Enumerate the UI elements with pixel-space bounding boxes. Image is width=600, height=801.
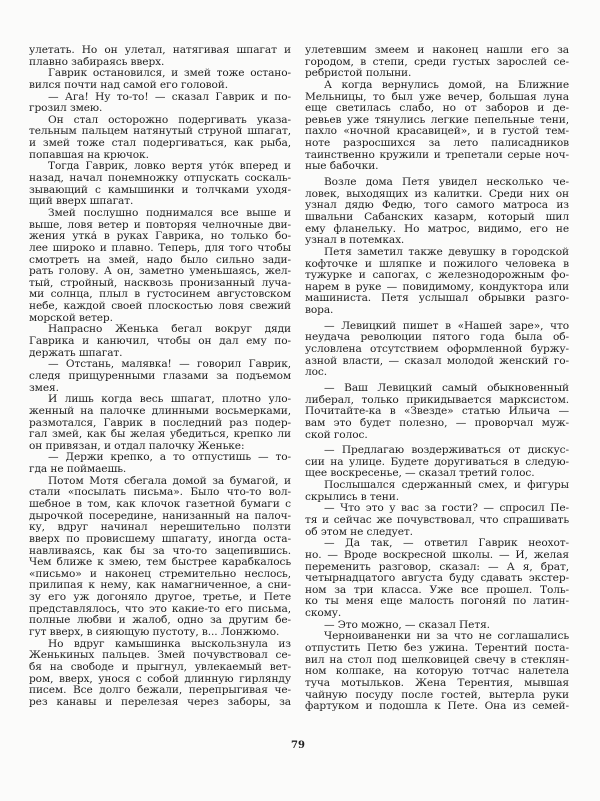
- text-line: морской ветер.: [29, 312, 113, 324]
- text-line: жения утка́ в руках Гаврика, но только бо-: [29, 231, 291, 243]
- text-line: ребристой полыни.: [305, 68, 412, 80]
- text-line: щий вверх шпагат.: [29, 196, 134, 208]
- text-line: неудача революции пятого года была об-: [305, 332, 569, 344]
- text-line: ном колпаке, на которую тотчас налетела: [305, 666, 569, 678]
- text-line: шебное в том, как клочок газетной бумаги с: [29, 498, 291, 510]
- right-text-column: [305, 45, 569, 713]
- text-line: тя и сейчас же почувствовал, что спрашивать: [305, 514, 569, 526]
- paragraph: [29, 476, 291, 639]
- text-line: Напрасно Женька бегал вокруг дяди: [48, 324, 291, 336]
- text-line: представлялось, что это какие-то его письма,: [29, 603, 291, 615]
- text-line: Мельницы, то был уже вечер, большая луна: [305, 91, 569, 103]
- text-line: держать шпагат.: [29, 347, 123, 359]
- text-line: — Отстань, малявка! — говорил Гаврик,: [48, 359, 291, 371]
- text-line: рез канавы и перелезая через заборы, за: [29, 696, 291, 708]
- text-line: рать голову. А он, заметно уменьшаясь, жел-: [29, 266, 291, 278]
- text-line: вам это будет полезно, — проворчал муж-: [305, 417, 569, 429]
- text-line: — Ваш Левицкий самый обыкновенный: [324, 382, 569, 394]
- text-line: — Ага! Ну то-то! — сказал Гаврик и по-: [48, 91, 291, 103]
- text-line: Петя заметил также девушку в городской: [324, 246, 569, 258]
- text-line: «письмо» и наконец стремительно неслось,: [29, 568, 291, 580]
- text-line: швальни Сабанских казарм, который шил: [305, 211, 569, 223]
- text-line: гда не поймаешь.: [29, 464, 127, 476]
- text-line: стали «посылать письма». Было что-то вол-: [29, 487, 291, 499]
- text-line: об этом не следует.: [305, 526, 413, 538]
- text-line: попавшая на крючок.: [29, 149, 149, 161]
- text-line: прилипая к нему, как намагниченное, а сни-: [29, 580, 291, 592]
- text-line: бя на свободе и прыгнул, увлекаемый вет-: [29, 661, 291, 673]
- text-line: ном за три класса. Уже все прошел. Толь-: [305, 584, 569, 596]
- text-line: — Предлагаю воздерживаться от дискус-: [324, 445, 569, 457]
- text-line: кофточке и шляпке и пожилого человека в: [305, 258, 569, 270]
- text-line: Змей послушно поднимался все выше и: [48, 207, 291, 219]
- paragraph: [305, 445, 569, 480]
- text-line: вил на стол под шелковицей свечу в стеклян-: [305, 654, 569, 666]
- text-line: нарем в руке — повидимому, кондуктора или: [305, 281, 569, 293]
- text-line: Послышался сдержанный смех, и фигуры: [324, 480, 569, 492]
- paragraph: [305, 177, 569, 247]
- text-line: И лишь когда весь шпагат, плотно уло-: [48, 394, 291, 406]
- text-line: Потом Мотя сбегала домой за бумагой, и: [48, 475, 291, 487]
- text-line: городом, в степи, среди густых зарослей се-: [305, 56, 569, 68]
- text-line: — Да так, — ответил Гаврик неохот-: [324, 538, 569, 550]
- text-line: писем. Все долго бежали, перепрыгивая че-: [29, 685, 291, 697]
- text-line: лее широко и плавно. Теперь, для того чтобы: [29, 242, 291, 254]
- text-line: Гаврика и канючил, чтобы он дал ему по-: [29, 336, 291, 348]
- text-line: дырочкой посередине, нанизанный на палоч-: [29, 510, 291, 522]
- text-line: скрылись в тени.: [305, 491, 399, 503]
- text-line: Чем ближе к змею, тем быстрее карабкалось: [29, 557, 291, 569]
- text-line: — Это можно, — сказал Петя.: [324, 619, 490, 631]
- text-line: таинственно кружили и трепетали серые ноч-: [305, 149, 569, 161]
- text-line: скому.: [305, 608, 342, 620]
- text-line: отпустить Петю без ужина. Терентий поста-: [305, 643, 569, 655]
- text-line: А когда вернулись домой, на Ближние: [324, 79, 569, 91]
- text-line: тельным пальцем натянутый струной шпагат,: [29, 126, 291, 138]
- left-text-column: [29, 45, 291, 709]
- text-line: еще светилась слабо, но от заборов и де-: [305, 103, 569, 115]
- text-line: грозил змею.: [29, 103, 103, 115]
- text-line: узнал в потемках.: [305, 235, 405, 247]
- paragraph: [305, 45, 569, 80]
- text-line: следя прищуренными глазами за подъемом: [29, 370, 291, 382]
- text-line: вора.: [305, 305, 334, 317]
- text-line: Он стал осторожно подергивать указа-: [48, 114, 291, 126]
- text-line: зу его уж догоняло другое, третье, и Пете: [29, 592, 291, 604]
- text-line: ку, вдруг начинал нерешительно ползти: [29, 522, 291, 534]
- text-line: условлена отсутствием оформленной буржу-: [305, 344, 569, 356]
- text-line: Черноиваненки ни за что не соглашались: [324, 631, 569, 643]
- text-line: навливаясь, как бы за что-то зацепившись.: [29, 545, 291, 557]
- text-line: небе, каждой своей плоскостью ловя свежий: [29, 301, 291, 313]
- text-line: лос.: [305, 367, 328, 379]
- paragraph: [29, 45, 291, 68]
- text-line: — Держи крепко, а то отпустишь — то-: [48, 452, 291, 464]
- text-line: тый, стройный, насквозь пронизанный луча-: [29, 277, 291, 289]
- text-line: фартуком и подошла к Пете. Она из семей-: [305, 701, 569, 713]
- text-line: чайную посуду после гостей, вытерла руки: [305, 689, 569, 701]
- text-line: назад, начал понемножку отпускать соскаль-: [29, 173, 291, 185]
- text-line: он привязан, и отдал палочку Женьке:: [29, 440, 245, 452]
- paragraph: [305, 480, 569, 503]
- text-line: смотреть на змей, надо было сильно зади-: [29, 254, 291, 266]
- paragraph: [305, 383, 569, 441]
- text-line: ные бабочки.: [305, 161, 379, 173]
- text-line: выше, ловя ветер и повторяя челночные дви-: [29, 219, 291, 231]
- text-line: вился почти над самой его головой.: [29, 79, 229, 91]
- text-line: — Левицкий пишет в «Нашей заре», что: [324, 320, 569, 332]
- text-line: Женькиных пальцев. Змей почувствовал се-: [29, 650, 291, 662]
- paragraph: [29, 115, 291, 162]
- text-line: сии на улице. Будете доругиваться в следую-: [305, 456, 569, 468]
- paragraph: [305, 503, 569, 538]
- text-line: туча мотыльков. Жена Терентия, мывшая: [305, 677, 569, 689]
- text-line: Гаврик остановился, и змей тоже остано-: [48, 68, 291, 80]
- text-line: тужурке и сапогах, с железнодорожным фо-: [305, 270, 569, 282]
- text-line: переменить разговор, сказал: — А я, брат,: [305, 561, 569, 573]
- text-line: женный на палочке длинными восьмерками,: [29, 405, 291, 417]
- text-line: ми солнца, плыл в густосинем августовском: [29, 289, 291, 301]
- page-number: 79: [291, 740, 305, 751]
- text-line: вверх по провисшему шпагату, иногда оста-: [29, 533, 291, 545]
- text-line: гут вверх, в сияющую пустоту, в... Лонжюмо.: [29, 627, 280, 639]
- paragraph: [29, 208, 291, 324]
- text-line: азной власти, — сказал молодой женский го-: [305, 355, 569, 367]
- paragraph: [305, 620, 569, 632]
- paragraph: [305, 247, 569, 317]
- text-line: Возле дома Петя увидел несколько че-: [324, 177, 569, 189]
- text-line: ему фланельку. Но матрос, видимо, его не: [305, 223, 569, 235]
- text-line: Почитайте-ка в «Звезде» статью Ильича —: [305, 406, 569, 418]
- text-line: полные любви и жалоб, одно за другим бе-: [29, 615, 291, 627]
- text-line: размотался, Гаврик в последний раз подер-: [29, 417, 291, 429]
- text-line: но. — Вроде воскресной школы. — И, желая: [305, 549, 569, 561]
- paragraph: [29, 359, 291, 394]
- text-line: ром, вверх, унося с собой длинную гирлянду: [29, 673, 291, 685]
- paragraph: [29, 161, 291, 208]
- text-line: плавно забираясь вверх.: [29, 56, 165, 68]
- text-line: ноте разросшихся за лето палисадников: [305, 138, 569, 150]
- text-line: улетевшим змеем и наконец нашли его за: [305, 45, 569, 56]
- paragraph: [29, 394, 291, 452]
- paragraph: [29, 452, 291, 475]
- text-line: ко ты меня еще малость погоняй по латин-: [305, 596, 569, 608]
- paragraph: [29, 639, 291, 709]
- text-line: пахло «ночной красавицей», и в густой тем-: [305, 126, 569, 138]
- text-line: либерал, только прикидывается марксистом.: [305, 394, 569, 406]
- paragraph: [305, 538, 569, 619]
- text-line: машиниста. Петя услышал обрывки разго-: [305, 293, 569, 305]
- text-line: ловек, выходящих из калитки. Среди них он: [305, 188, 569, 200]
- text-line: ской голос.: [305, 429, 368, 441]
- text-line: Но вдруг камышинка выскользнула из: [48, 638, 291, 650]
- paragraph: [29, 92, 291, 115]
- text-line: четырнадцатого августа буду сдавать экстер-: [305, 573, 569, 585]
- text-line: ревьев уже тянулись легкие пепельные тени,: [305, 114, 569, 126]
- text-line: и змей тоже стал подергиваться, как рыба,: [29, 138, 291, 150]
- text-line: улетать. Но он улетал, натягивая шпагат и: [29, 45, 291, 56]
- text-line: зывающий с камышинки и толчками уходя-: [29, 184, 291, 196]
- text-line: узнал дядю Федю, того самого матроса из: [305, 200, 569, 212]
- text-line: щее воскресенье, — сказал третий голос.: [305, 468, 535, 480]
- text-line: Тогда Гаврик, ловко вертя уто́к вперед и: [48, 161, 291, 173]
- text-line: змея.: [29, 382, 59, 394]
- paragraph: [305, 80, 569, 173]
- paragraph: [29, 68, 291, 91]
- text-line: гал змей, как бы желая убедиться, крепко ли: [29, 429, 291, 441]
- paragraph: [305, 631, 569, 712]
- paragraph: [305, 321, 569, 379]
- text-line: — Что это у вас за гости? — спросил Пе-: [324, 503, 569, 515]
- paragraph: [29, 324, 291, 359]
